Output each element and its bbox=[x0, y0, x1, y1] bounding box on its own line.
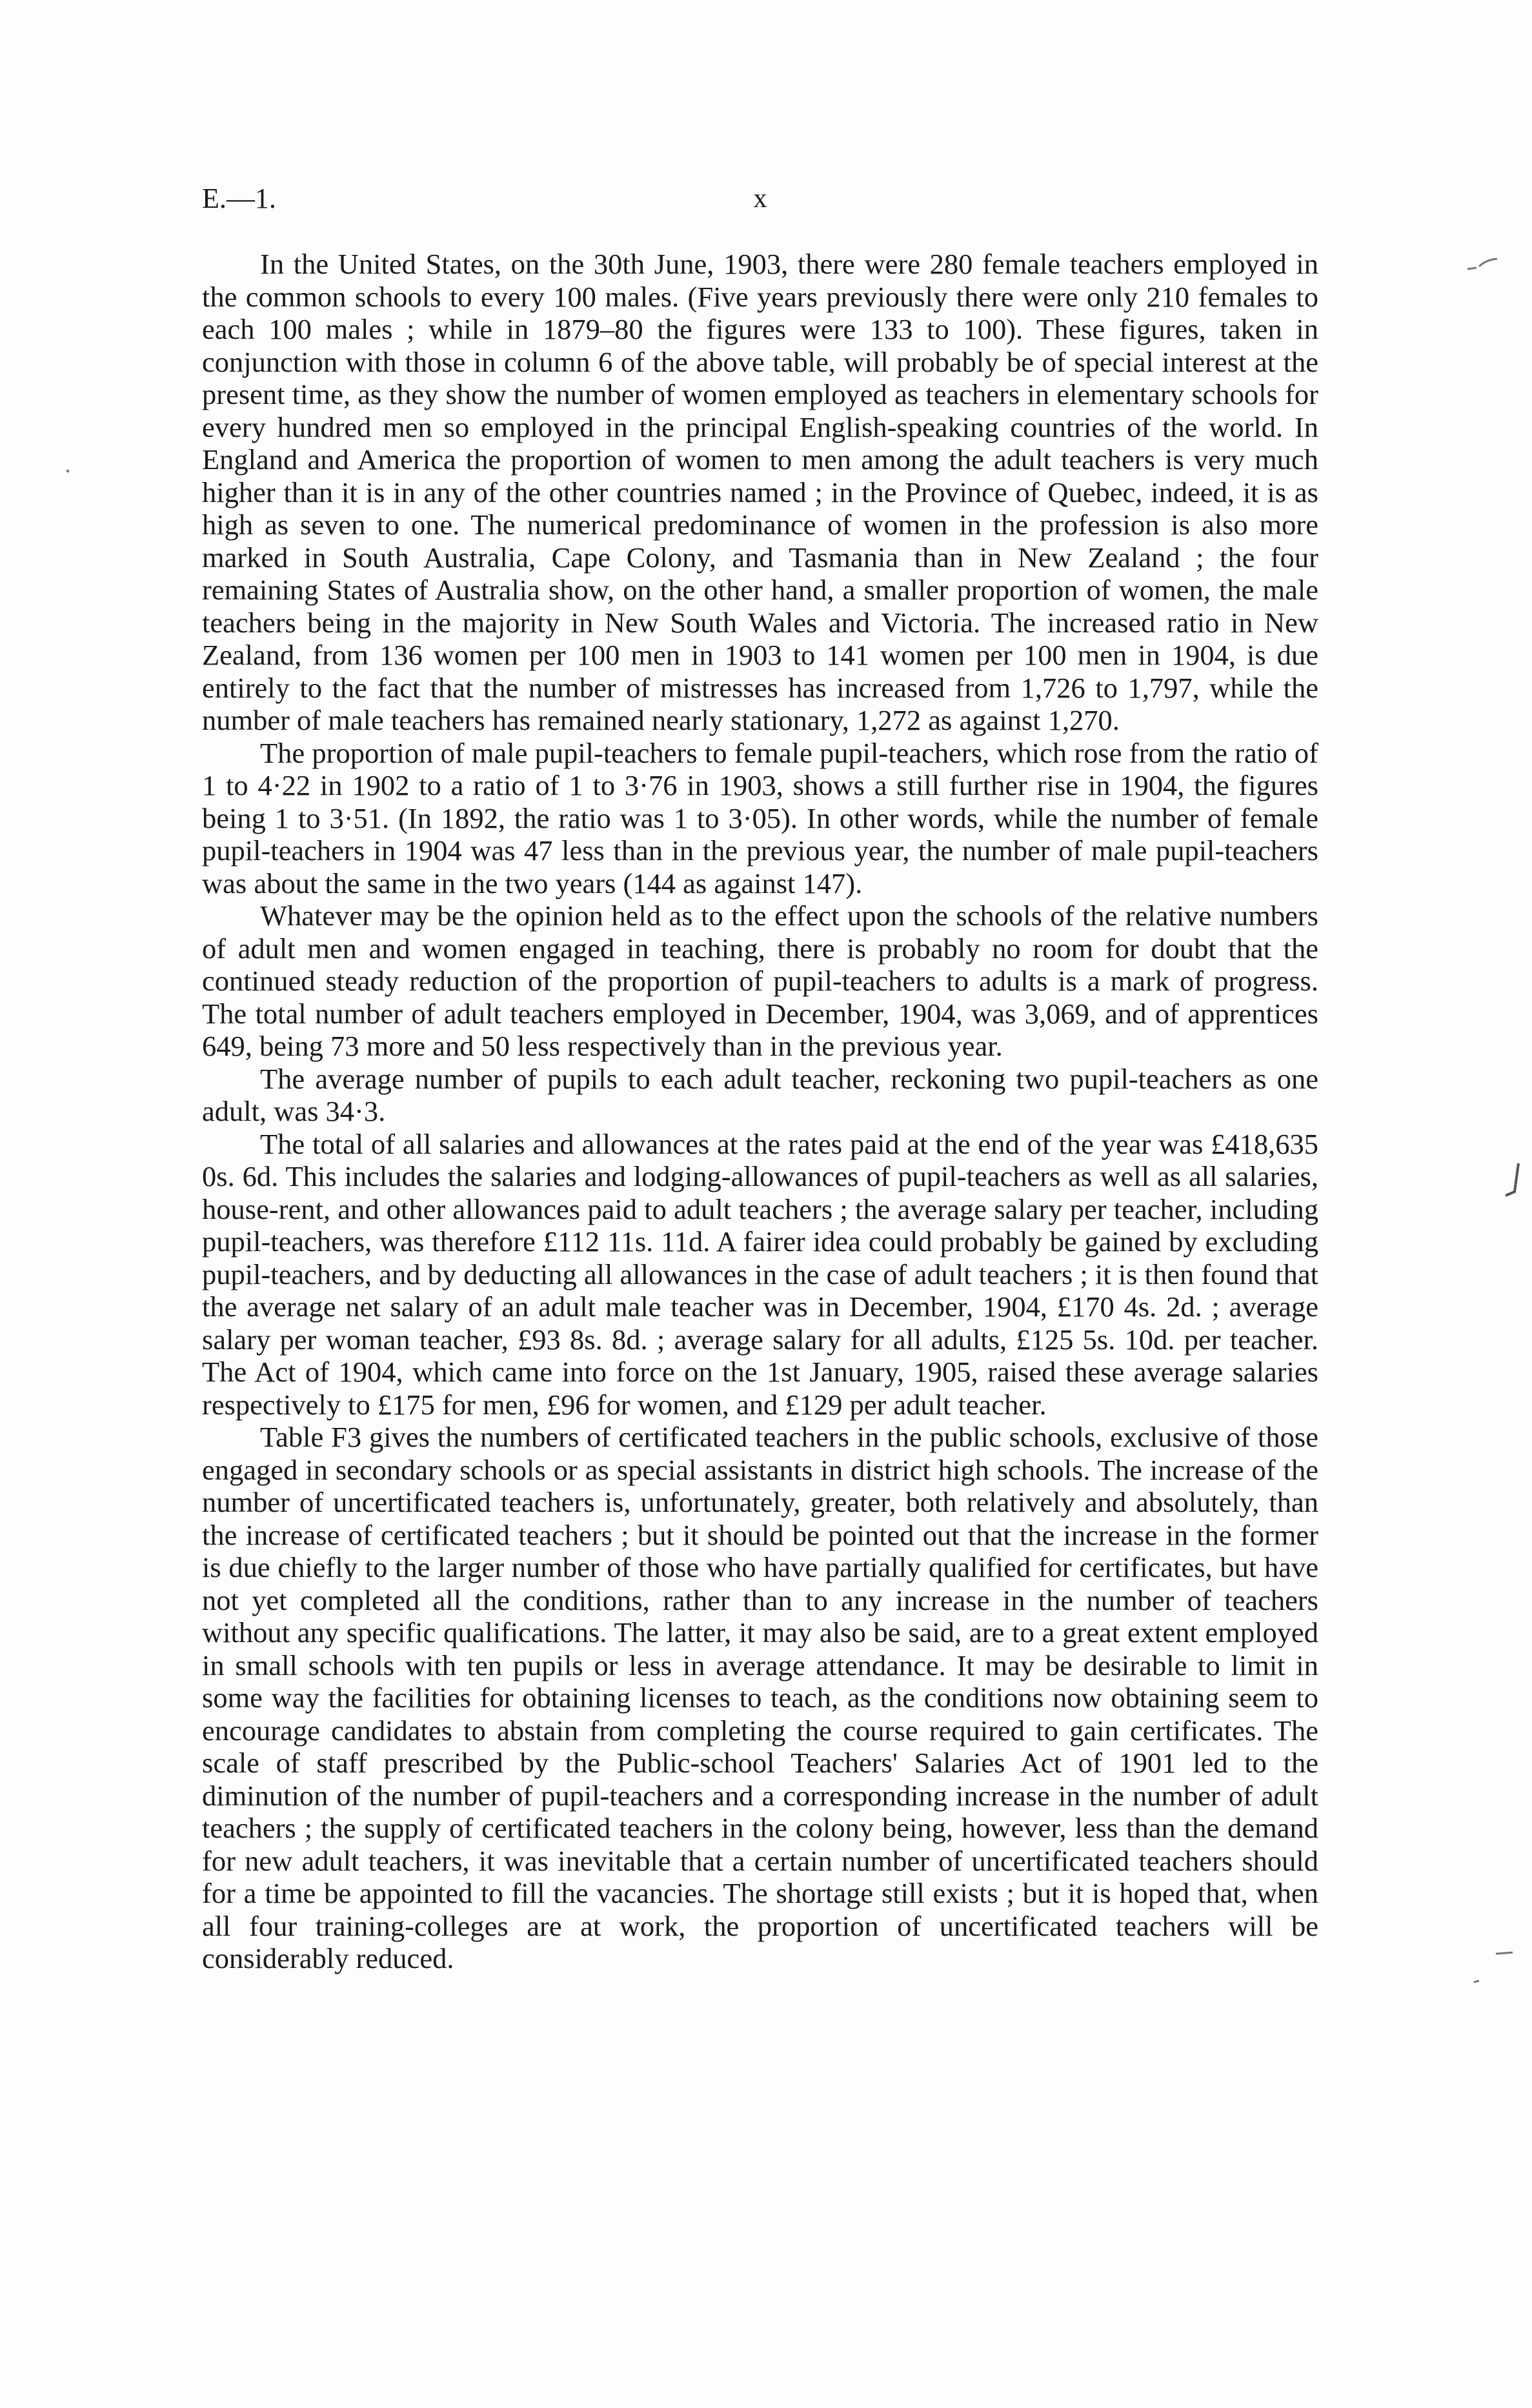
paragraph-certificated-teachers: Table F3 gives the numbers of certificated teachers in the public schools, exclusive of those engaged in secondary schools or as special assistants in district high schools. The increase of the number of uncertificated teachers is, unfortunately, greater, both relatively and absolutely, than the increase of certificated teachers ; but it should be pointed out that the increase in the former is due chiefly to the larger number of those who have partially qualified for certificates, but have not yet completed all the conditions, rather than to any increase in the number of teachers without any specific qualifications. The latter, it may also be said, are to a great extent employed in small schools with ten pupils or less in average attendance. It may be desirable to limit in some way the facilities for obtaining licenses to teach, as the conditions now obtaining seem to encourage candidates to abstain from completing the course required to gain certificates. The scale of staff prescribed by the Public-school Teachers' Salaries Act of 1901 led to the diminution of the number of pupil-teachers and a corresponding increase in the number of adult teachers ; the supply of certificated teachers in the colony being, however, less than the demand for new adult teachers, it was inevitable that a certain number of uncertificated teachers should for a time be appointed to fill the vacancies. The shortage still exists ; but it is hoped that, when all four training-colleges are at work, the proportion of uncertificated teachers will be considerably reduced. bbox=[202, 1421, 1318, 1974]
margin-mark-lower bbox=[1470, 1949, 1515, 1987]
page-number: x bbox=[753, 184, 767, 214]
margin-dot bbox=[65, 468, 71, 474]
paragraph-adult-teachers: Whatever may be the opinion held as to the effect upon the schools of the relative numbers of adult men and women engaged in teaching, there is probably no room for doubt that the continued steady reduction of the proportion of pupil-teachers to adults is a mark of progress. The total number of adult teachers employed in December, 1904, was 3,069, and of apprentices 649, being 73 more and 50 less respectively than in the previous year. bbox=[202, 899, 1318, 1062]
margin-mark-top bbox=[1465, 255, 1504, 274]
document-reference: E.—1. bbox=[202, 183, 276, 214]
body-text bbox=[202, 248, 1318, 1975]
margin-mark-middle bbox=[1500, 1158, 1526, 1203]
paragraph-salaries: The total of all salaries and allowances at the rates paid at the end of the year was £418,635 0s. 6d. This includes the salaries and lodging-allowances of pupil-teachers as well as all salaries, house-rent, and other allowances paid to adult teachers ; the average salary per teacher, including pupil-teachers, was therefore £112 11s. 11d. A fairer idea could probably be gained by excluding pupil-teachers, and by deducting all allowances in the case of adult teachers ; it is then found that the average net salary of an adult male teacher was in December, 1904, £170 4s. 2d. ; average salary per woman teacher, £93 8s. 8d. ; average salary for all adults, £125 5s. 10d. per teacher. The Act of 1904, which came into force on the 1st January, 1905, raised these average salaries respectively to £175 for men, £96 for women, and £129 per adult teacher. bbox=[202, 1127, 1318, 1421]
running-head bbox=[202, 179, 1318, 218]
paragraph-us-teachers: In the United States, on the 30th June, 1903, there were 280 female teachers employed in the common schools to every 100 males. (Five years previously there were only 210 females to each 100 males ; while in 1879–80 the figures were 133 to 100). These figures, taken in conjunction with those in column 6 of the above table, will probably be of special interest at the present time, as they show the number of women employed as teachers in elementary schools for every hundred men so employed in the principal English-speaking countries of the world. In England and America the proportion of women to men among the adult teachers is very much higher than it is in any of the other countries named ; in the Province of Quebec, indeed, it is as high as seven to one. The numerical predominance of women in the profession is also more marked in South Australia, Cape Colony, and Tasmania than in New Zealand ; the four remaining States of Australia show, on the other hand, a smaller proportion of women, the male teachers being in the majority in New South Wales and Victoria. The increased ratio in New Zealand, from 136 women per 100 men in 1903 to 141 women per 100 men in 1904, is due entirely to the fact that the number of mistresses has increased from 1,726 to 1,797, while the number of male teachers has remained nearly stationary, 1,272 as against 1,270. bbox=[202, 248, 1318, 736]
paragraph-pupils-per-teacher: The average number of pupils to each adult teacher, reckoning two pupil-teachers as one adult, was 34·3. bbox=[202, 1062, 1318, 1127]
paragraph-pupil-teacher-ratio: The proportion of male pupil-teachers to female pupil-teachers, which rose from the ratio of 1 to 4·22 in 1902 to a ratio of 1 to 3·76 in 1903, shows a still further rise in 1904, the figures being 1 to 3·51. (In 1892, the ratio was 1 to 3·05). In other words, while the number of female pupil-teachers in 1904 was 47 less than in the previous year, the number of male pupil-teachers was about the same in the two years (144 as against 147). bbox=[202, 736, 1318, 899]
